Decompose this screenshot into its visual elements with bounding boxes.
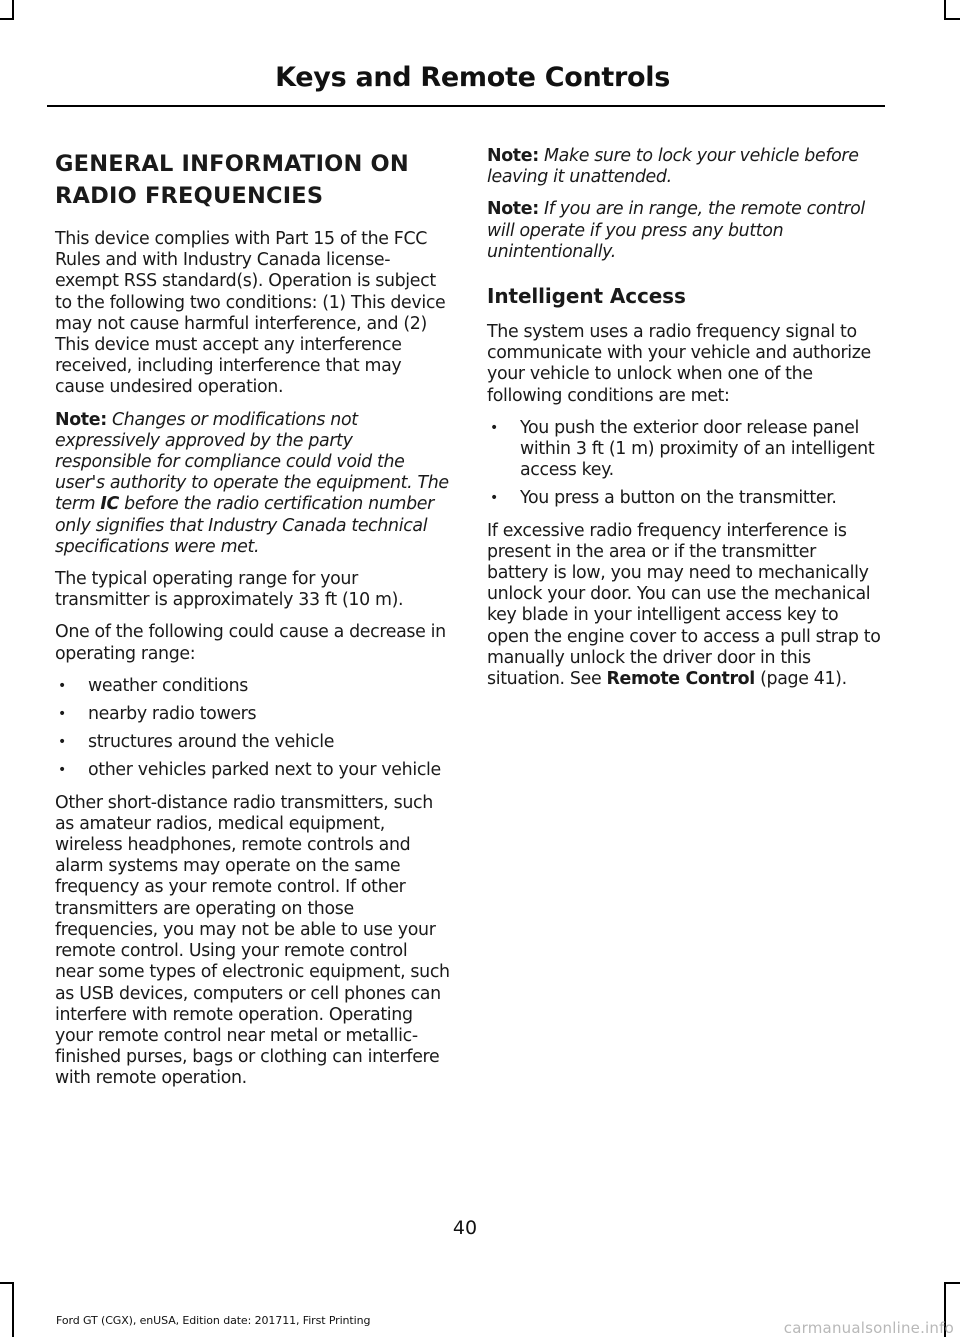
right-column (487, 146, 882, 701)
compliance-paragraph: This device complies with Part 15 of the FCC Rules and with Industry Canada license-exempt RSS standard(s). Operation is subject to the following two conditions: (1) This device may not cause harmful interference, and (2) This device must accept any interference received, including interference that may cause undesired operation. (55, 229, 446, 398)
list-item: • You push the exterior door release panel within 3 ft (1 m) proximity of an intelligent access key. (487, 418, 882, 482)
footer-edition: Ford GT (CGX), enUSA, Edition date: 201711, First Printing (56, 1314, 371, 1327)
ic-term: IC (100, 494, 119, 515)
note-label: Note: (487, 199, 539, 220)
range-paragraph: The typical operating range for your transmitter is approximately 33 ft (10 m). (55, 569, 404, 611)
chapter-title: Keys and Remote Controls (275, 62, 670, 93)
mechanical-unlock-paragraph (487, 521, 882, 691)
list-item: • weather conditions (55, 676, 450, 697)
intelligent-access-paragraph: The system uses a radio frequency signal to communicate with your vehicle and authorize your vehicle to unlock when one of the following conditions are met: (487, 322, 871, 406)
note-label: Note: (55, 409, 107, 430)
interference-paragraph: Other short-distance radio transmitters, such as amateur radios, medical equipment, wireless headphones, remote controls and alarm systems may operate on the same frequency as your remote control. If other transmitters are operating on those frequencies, you may not be able to use your remote control. Using your remote control near some types of electronic equipment, such as USB devices, computers or cell phones can interfere with remote operation. Operating your remote control near metal or metallic-finished purses, bags or clothing can interfere with remote operation. (55, 792, 450, 1089)
section-heading: GENERAL INFORMATION ON RADIO FREQUENCIES (55, 151, 409, 209)
range-factors-list (55, 676, 450, 782)
watermark: carmanualsonline.info (783, 1319, 954, 1337)
page-reference: (page 41). (760, 669, 847, 690)
range-decrease-intro: One of the following could cause a decrease in operating range: (55, 622, 446, 664)
crop-mark (0, 18, 14, 20)
paragraph-text: If excessive radio frequency interference is present in the area or if the transmitter battery is low, you may need to mechanically unlock your door. You can use the mechanical key blade in your intelligent access key to open the engine cover to access a pull strap to manually unlock the driver door in this situation. See (487, 520, 881, 690)
note-text: Make sure to lock your vehicle before leaving it unattended. (487, 146, 859, 188)
crop-mark (944, 0, 946, 20)
list-item: • You press a button on the transmitter. (487, 488, 882, 509)
note-modifications (55, 410, 450, 558)
note-range (487, 199, 882, 263)
header-divider (47, 105, 885, 107)
crop-mark (12, 1282, 14, 1337)
note-text: before the radio certification number only signifies that Industry Canada technical specifications were met. (55, 494, 434, 557)
crop-mark (12, 0, 14, 20)
remote-control-link[interactable]: Remote Control (606, 669, 755, 690)
note-text: Changes or modifications not expressively approved by the party responsible for compliance could void the user's authority to operate the equipment. The term (55, 409, 449, 515)
list-item: • nearby radio towers (55, 704, 450, 725)
page-number: 40 (452, 1217, 478, 1239)
crop-mark (0, 1282, 14, 1284)
list-item: • structures around the vehicle (55, 732, 450, 753)
note-text: If you are in range, the remote control will operate if you press any button unintentionally. (487, 199, 865, 262)
list-item: • other vehicles parked next to your vehicle (55, 760, 450, 781)
conditions-list (487, 418, 882, 510)
left-column (55, 148, 450, 1101)
subheading-intelligent-access: Intelligent Access (487, 284, 686, 309)
crop-mark (944, 18, 960, 20)
note-lock-vehicle (487, 146, 882, 188)
note-label: Note: (487, 146, 539, 166)
crop-mark (944, 1282, 960, 1284)
